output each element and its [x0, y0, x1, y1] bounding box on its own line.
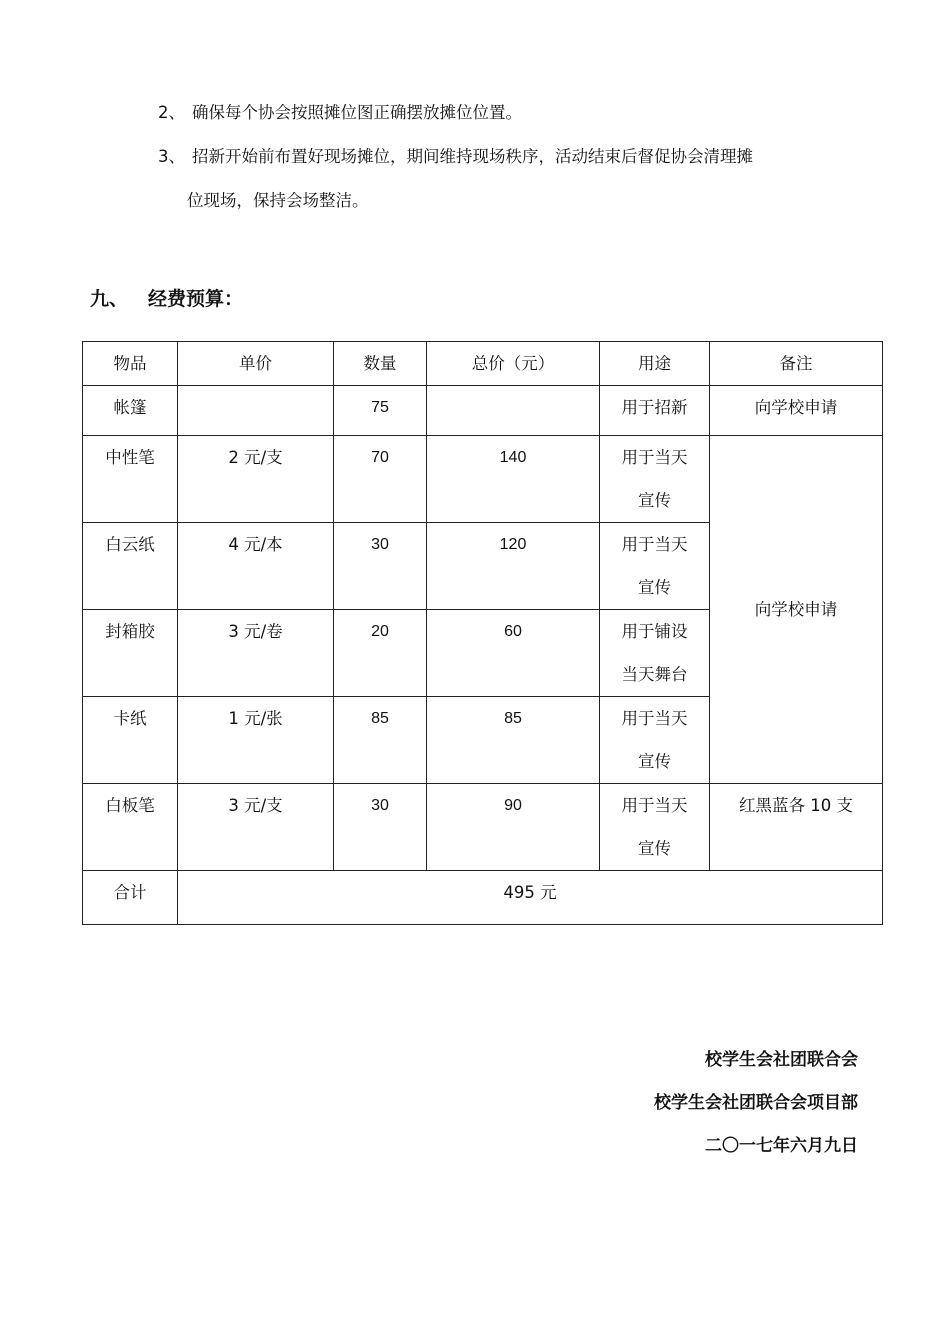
cell-use-text: 用于当天宣传 [621, 796, 688, 858]
cell-note-merged: 向学校申请 [710, 436, 883, 784]
cell-note: 红黑蓝各 10 支 [710, 784, 883, 871]
cell-qty: 20 [334, 610, 427, 697]
header-qty: 数量 [334, 342, 427, 386]
cell-price: 4 元/本 [178, 523, 334, 610]
cell-qty: 85 [334, 697, 427, 784]
budget-table [82, 341, 883, 925]
list-number: 3、 [158, 147, 185, 166]
cell-total: 85 [427, 697, 600, 784]
cell-use-text: 用于当天宣传 [621, 709, 688, 771]
section-heading [90, 287, 243, 311]
table-header-row [83, 342, 883, 386]
signature-dept: 校学生会社团联合会项目部 [654, 1093, 858, 1113]
total-value: 495 元 [178, 871, 883, 925]
cell-qty: 75 [334, 386, 427, 436]
header-price: 单价 [178, 342, 334, 386]
list-text: 招新开始前布置好现场摊位，期间维持现场秩序，活动结束后督促协会清理摊 [192, 147, 753, 166]
cell-item: 白云纸 [83, 523, 178, 610]
cell-item: 封箱胶 [83, 610, 178, 697]
cell-qty: 30 [334, 523, 427, 610]
list-item [158, 146, 753, 168]
cell-use-text: 用于当天宣传 [621, 448, 688, 510]
cell-total: 60 [427, 610, 600, 697]
cell-price: 2 元/支 [178, 436, 334, 523]
list-item-continuation: 位现场，保持会场整洁。 [187, 191, 369, 210]
signature-org: 校学生会社团联合会 [705, 1050, 858, 1070]
cell-use [600, 784, 710, 871]
cell-item: 卡纸 [83, 697, 178, 784]
cell-use: 用于招新 [600, 386, 710, 436]
header-total: 总价（元） [427, 342, 600, 386]
table-row [83, 784, 883, 871]
cell-use [600, 523, 710, 610]
cell-qty: 70 [334, 436, 427, 523]
cell-use [600, 436, 710, 523]
cell-price: 1 元/张 [178, 697, 334, 784]
header-note: 备注 [710, 342, 883, 386]
cell-total [427, 386, 600, 436]
cell-item: 中性笔 [83, 436, 178, 523]
list-text: 确保每个协会按照摊位图正确摆放摊位位置。 [192, 103, 522, 122]
table-row [83, 386, 883, 436]
table-total-row [83, 871, 883, 925]
cell-use [600, 697, 710, 784]
cell-total: 90 [427, 784, 600, 871]
cell-qty: 30 [334, 784, 427, 871]
cell-item: 白板笔 [83, 784, 178, 871]
cell-price [178, 386, 334, 436]
signature-date: 二〇一七年六月九日 [705, 1136, 858, 1156]
header-use: 用途 [600, 342, 710, 386]
cell-price: 3 元/支 [178, 784, 334, 871]
header-item: 物品 [83, 342, 178, 386]
table-row [83, 436, 883, 523]
section-number: 九、 [90, 288, 129, 310]
cell-total: 140 [427, 436, 600, 523]
cell-total: 120 [427, 523, 600, 610]
cell-item: 帐篷 [83, 386, 178, 436]
cell-price: 3 元/卷 [178, 610, 334, 697]
cell-use-text: 用于铺设当天舞台 [621, 622, 688, 684]
section-title: 经费预算： [148, 288, 244, 310]
list-item [158, 102, 522, 124]
cell-note: 向学校申请 [710, 386, 883, 436]
total-label: 合计 [83, 871, 178, 925]
cell-use [600, 610, 710, 697]
cell-use-text: 用于当天宣传 [621, 535, 688, 597]
list-number: 2、 [158, 103, 185, 122]
